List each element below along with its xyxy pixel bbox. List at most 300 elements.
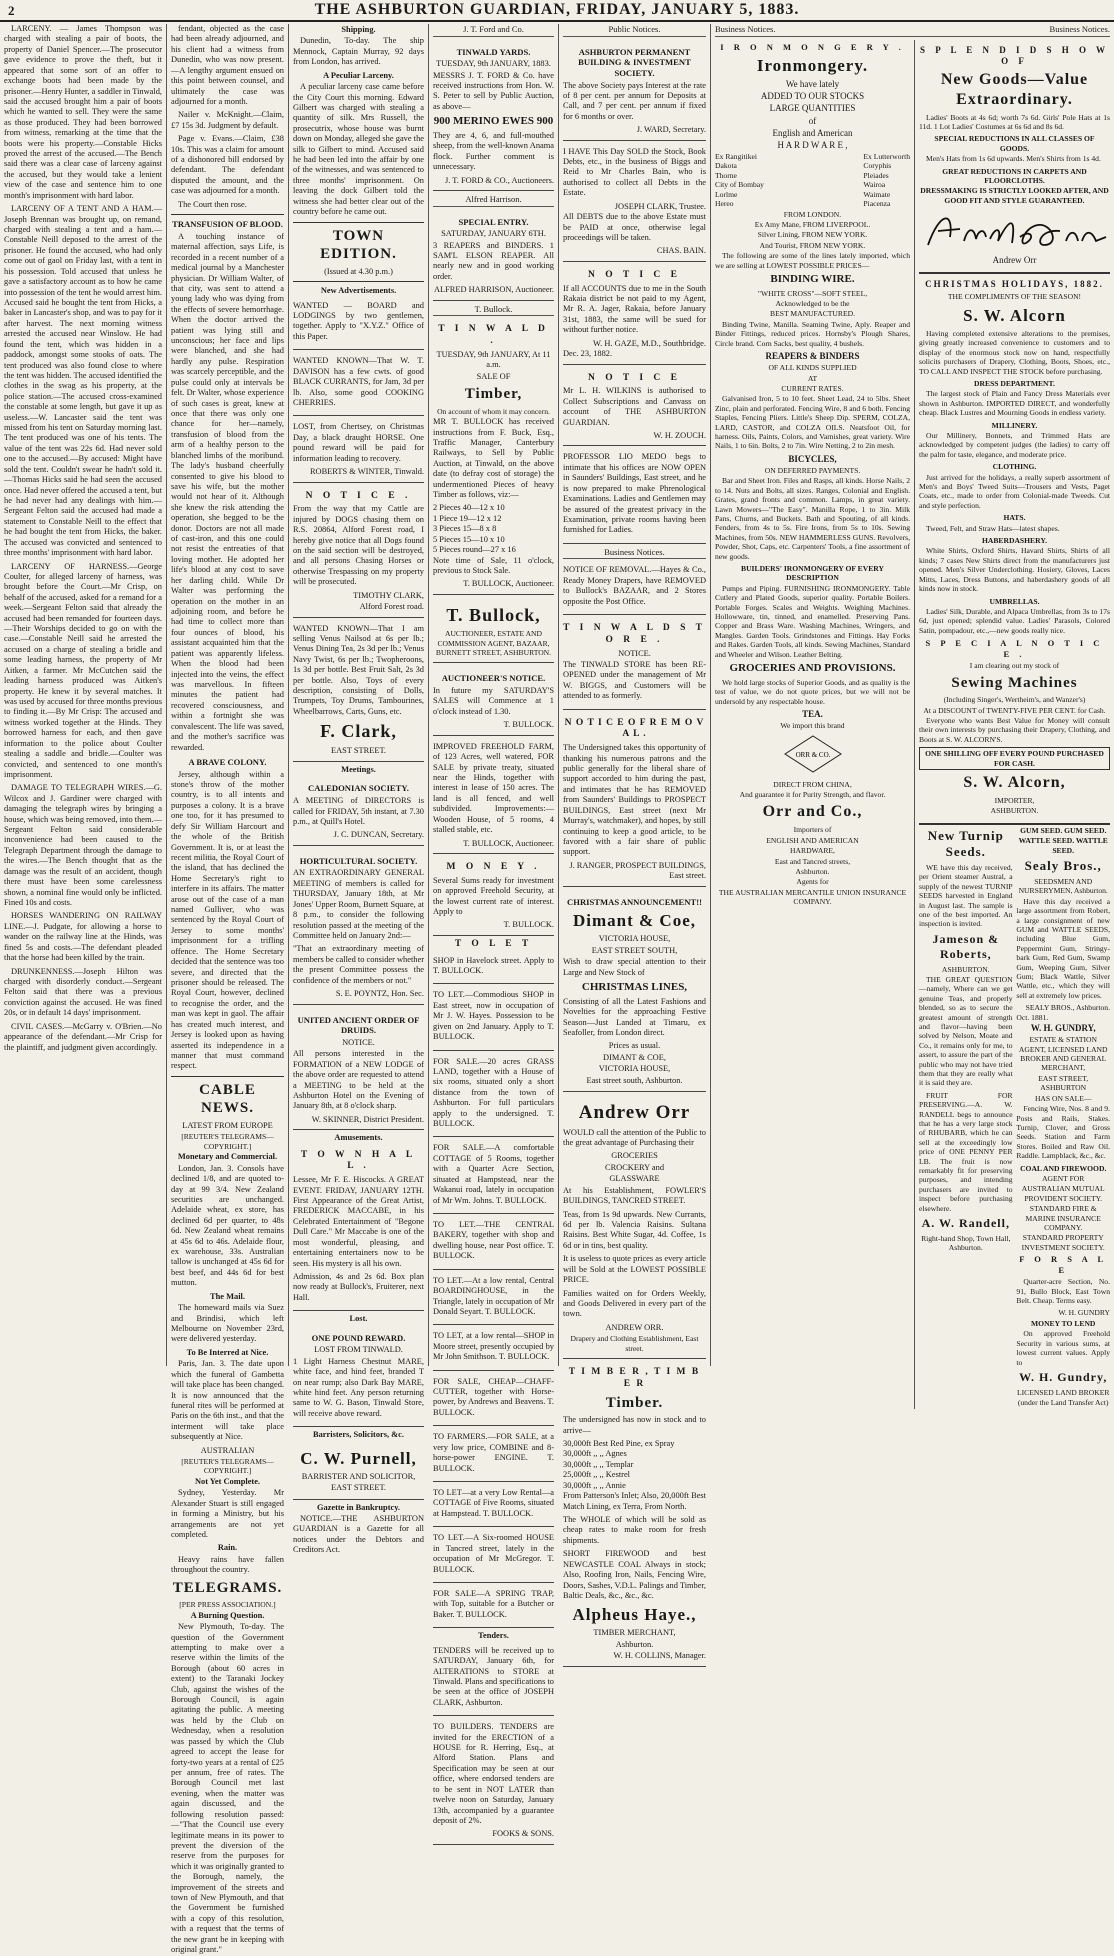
list-item: Hereo [715,199,734,209]
ad-subheading: ASHBURTON. [941,964,990,974]
ad-text: The largest stock of Plain and Fancy Dress Materials ever shown in Ashburton. IMPORTED DIRECT, and wonderfully cheap. Black Lustres and Mourning Goods in endless variety. [919,389,1110,418]
ad-subheading: IMPORTER, [994,795,1035,805]
column-header: T. Bullock. [433,304,554,317]
column-4 [428,24,558,1839]
ad-subheading: LOST FROM TINWALD. [314,1345,403,1355]
ad-subheading: ENGLISH AND AMERICAN [766,835,859,845]
column-1 [0,24,166,1366]
ad-heading: New Goods—Value Extraordinary. [940,70,1089,108]
advertisement [433,1374,554,1427]
article-text: Page v. Evans.—Claim, £38 10s. This was a claim for amount of a dishonored bill endorsed by defendant. The defendant disputed the amount, and the case was adjourned for a month. [171,134,284,196]
ad-text: Consisting of all the Latest Fashions and Novelties for the approaching Festive Season—Just Landed at Timaru, ex Seafoller, from London direct. [563,996,706,1037]
ad-heading: CHRISTMAS HOLIDAYS, 1882. [925,279,1104,290]
ad-signature: T. BULLOCK, Auctioneer. [463,579,554,589]
advertisement [563,713,706,887]
ad-heading: AUCTIONEER'S NOTICE. [441,673,546,684]
ad-text: Everyone who wants Best Value for Money will consult their own interests by purchasing their Drapery, Clothing, and Boots at S. W. ALCORN'S. [919,716,1110,744]
ad-subheading: I am clearing out my stock of [969,661,1060,671]
section-heading-barristers: Barristers, Solicitors, &c. [313,1430,404,1440]
ad-subheading: TUESDAY, 9th JANUARY, At 11 a.m. [436,349,551,370]
ad-text: The Undersigned takes this opportunity of thanking his numerous patrons and the public generally for the liberal share of support accorded to him during the past, and intimates that he has REMOVED from Saunders' Buildings to PROSPECT BUILDINGS, East street (next Mr Murray's, watchmaker), and hopes, by still continuing to keep a good article, to be favored with a fair share of public support. [563,743,706,857]
signature-icon [920,207,1110,253]
ad-subheading: And Tourist, FROM NEW YORK. [759,240,866,250]
ad-signature: J. C. DUNCAN, Secretary. [333,830,424,840]
ad-heading: CALEDONIAN SOCIETY. [308,783,409,794]
ship-list-right [863,152,910,208]
ad-text: 1 Light Harness Chestnut MARE, white face, and hind feet, branded T on near rump; also Dark Bay MARE, white hind feet. Any person returning same to W. G. Bason, Tinwald Store, will receive above reward. [293,1356,424,1418]
column-6 [710,24,1114,1408]
ad-subheading: Prices as usual. [608,1041,661,1051]
ad-subheading: Acknowledged to be the [775,298,850,308]
ad-subheading: (Including Singer's, Wertheim's, and Wanzer's) [943,695,1086,705]
ad-subheading: HAS ON SALE— [1034,1093,1092,1103]
article-text: fendant, objected as the case had been already adjourned, and his client had a witness from Dunedin, who was now present.—A lengthy argument ensued on this point between counsel, and ultimately the case was adjourned for a month. [171,24,284,106]
ad-signature: ALFRED HARRISON, Auctioneer. [433,285,554,295]
ad-subheading: AGENT FOR [1042,1173,1085,1183]
list-item: 30,000ft ,, ,, Annie [563,1480,626,1490]
ad-signature: TIMOTHY CLARK, [353,590,424,600]
article-drunkenness: DRUNKENNESS.—Joseph Hilton was charged with disorderly conduct.—Sergeant Felton said that there was a previous conviction against the accused. He was fined 20s, or in default 14 days' imprisonment. [4,966,162,1018]
alcorn-column [915,40,1110,1409]
ad-text: At his Establishment, FOWLER'S BUILDINGS, TANCRED STREET. [563,1185,706,1206]
advertisement [433,739,554,854]
ad-subheading: On account of whom it may concern. [437,406,550,416]
ad-signature: W. H. COLLINS, Manager. [613,1651,706,1661]
ad-subheading: Drapery and Clothing Establishment, East street. [570,1334,699,1353]
advertisement [563,618,706,710]
ad-heading: S P L E N D I D S H O W O F [919,44,1110,66]
list-item: 30,000ft Best Red Pine, ex Spray [563,1439,675,1449]
ad-text: TO LET.—At a low rental, Central BOARDINGHOUSE, in the Triangle, lately in occupation of Mr Donald Seyart. T. BULLOCK. [433,1275,554,1316]
ad-signature: T. BULLOCK. [503,920,554,930]
list-item: Ex Lutterworth [863,152,910,162]
ad-text: FRUIT FOR PRESERVING.—A. W. RANDELL begs to announce that he has a very large stock of RHUBARB, which he can sell at the exceedingly low price of ONE PENNY PER LB. The fruit is now remarkably fit for preserving purposes, and intending purchasers are invited to inspect before purchasing elsewhere. [919,1090,1013,1213]
ad-heading: T O L E T [454,938,533,949]
ad-heading: BUILDERS' IRONMONGERY OF EVERY DESCRIPTION [741,564,884,583]
tea-logo-text: ORR & CO. [795,750,830,759]
advertisement [433,1328,554,1370]
ad-signature: T. BULLOCK, Auctioneer. [463,838,554,848]
list-item: 30,000ft ,, ,, Agnes [563,1449,627,1459]
ad-heading: S P E C I A L N O T I C E . [925,638,1104,659]
list-item: 5 Pieces round—27 x 16 [433,545,516,555]
ad-subheading: ASHBURTON. [990,806,1039,816]
ad-subheading: EAST STREET. [330,1483,387,1493]
ad-text: TO BUILDERS. TENDERS are invited for the ERECTION of a HOUSE for R. Herring, Esq., at Alford Station. Plans and Specification may be seen at our office, where endorsed tenders are to be sent in NOT LATER than twelve noon on Saturday, January 13th, accompanied by a guarantee deposit of 2%. [433,1722,554,1825]
ad-text: LOST, from Chertsey, on Christmas Day, a black draught HORSE. One pound reward will be paid for information leading to recovery. [293,422,424,463]
ad-signature: Alford Forest road. [359,602,424,612]
ad-heading: T I N W A L D S T O R E . [563,623,706,645]
ad-subheading: East street south, Ashburton. [586,1075,683,1085]
lower-ads [919,825,1110,1409]
ad-subheading: AUCTIONEER, ESTATE AND COMMISSION AGENT, BAZAAR, BURNETT STREET, ASHBURTON. [435,629,552,657]
ad-text: Binding Twine, Manilla. Seaming Twine, Aply. Reaper and Binder Fittings, reduced prices. Hornsby's Plough Shares, Circle brand. Corn Sacks, best quality, 4 bushels. [715,319,910,348]
advertisement [433,1273,554,1326]
ad-text: Bar and Sheet Iron. Files and Rasps, all kinds. Horse Nails, 2 to 14. Nuts and Bolts, all sizes. Ranges, Colonial and English. Grates, grand fronts and common. Lamps, in great variety. Lawn Mowers—"The Easy". Manilla Rope, 1 to 3in. Milk Pans, Churns, and Buckets. Bath and Spouting, of all kinds. Fenders, from 4s to 5s. Fire Irons, from 5s to 10s. Sewing Machines, from 50s. NEW HAMMERLESS GUNS. Revolvers, Powder, Shot, Caps, etc. Carpenters' Tools, a fine assortment of new goods. [715,476,910,561]
list-item: Piacenza [863,199,891,209]
advertisement [433,1429,554,1482]
ad-text: White Shirts, Oxford Shirts, Havard Shirts, Shirts of all kinds; 7 cases New Shirts direct from the manufacturers just opened. Men's Silver Underclothing. Hosiery, Gloves, Laces Mitts, Laces, Dress Buttons, and haberdashery goods of all kinds now in stock. [919,546,1110,594]
ad-signature: J. RANGER, PROSPECT BUILDINGS, East street. [569,860,706,881]
ad-date: Oct. 1881. [1016,1012,1049,1022]
advertisement [563,40,706,141]
advertisement [433,1217,554,1270]
section-heading-tenders: Tenders. [478,1631,509,1641]
ship-list-left [715,152,764,208]
column-2 [166,24,288,1955]
ad-subheading: CLOTHING. [992,462,1037,472]
ad-heading: T. Bullock, [446,604,541,625]
ad-subheading: Ashburton. [615,1639,654,1649]
ad-heading: N O T I C E [587,372,681,383]
ad-heading: N O T I C E . [305,490,412,501]
list-item: Thorne [715,170,737,180]
advertisement [293,1008,424,1131]
ad-text: FOR SALE, CHEAP—CHAFF-CUTTER, together with Horse-power, by Andrews and Beavens. T. BULLOCK. [433,1376,554,1417]
ad-text: MESSRS J. T. FORD & Co. have received instructions from Hon. W. S. Peter to sell by Public Auction, as above— [433,70,554,111]
ad-heading: F O R S A L E [1019,1254,1108,1275]
ad-text: SHOP in Havelock street. Apply to T. BULLOCK. [433,955,554,975]
ad-heading: TEA. [802,708,823,719]
ad-text: On approved Freehold Security in various sums, at lowest current values. Apply to [1016,1329,1110,1367]
ad-subheading: EAST STREET. [330,745,387,755]
ad-heading: N O T I C E O F R E M O V A L . [564,717,705,740]
article-heading: A BRAVE COLONY. [188,756,267,767]
ad-subheading: ANDREW ORR. [605,1322,664,1332]
ad-subheading: Right-hand Shop, Town Hall, Ashburton. [921,1233,1011,1253]
list-item: Coryphis [863,161,892,171]
ad-signature: W. SKINNER, District President. [311,1114,424,1124]
orr-ironmongery-column [715,40,915,1409]
ad-text: It is useless to quote prices as every article will be Sold at the LOWEST POSSIBLE PRICE. [563,1254,706,1285]
ad-subheading: (under the Land Transfer Act) [1017,1398,1109,1408]
ad-subheading: "WHITE CROSS"—SOFT STEEL, [757,288,868,298]
ad-text: WANTED KNOWN—That I am selling Venus Nailsod at 6s per lb.; Venus Dining Tea, 2s 3d per lb.; Venus Navy Twist, 6s per lb.; Twopheroons, 1s 3d per bottle. Best Fruit Salt, 2s 3d per bottle. Also, Toys of every description, consisting of Dolls, Trumpets, Toy Drums, Tambourines, Wheelbarrows, Carts, Guns, etc. [293,623,424,716]
section-heading-telegrams: TELEGRAMS. [172,1579,283,1596]
section-heading-lost: Lost. [349,1314,368,1324]
list-item: 2 Pieces 40—12 x 10 [433,503,505,513]
ad-heading: W. H. Gundry, [1019,1369,1108,1384]
ad-text: All persons interested in the FORMATION of a NEW LODGE of the above order are requested to attend a MEETING to be held at the Ashburton Hotel on the Evening of January 8th, at 8 o'clock sharp. [293,1049,424,1111]
advertisement [293,486,424,618]
article-text: The homeward mails via Suez and Brindisi, which left Melbourne on November 23rd, were delivered yesterday. [171,1303,284,1344]
ad-text: The WHOLE of which will be sold as cheap rates to make room for fresh shipments. [563,1514,706,1545]
ad-subheading: East and Tancred streets, [774,856,851,866]
subheading: The Mail. [210,1291,245,1301]
divider [293,222,424,223]
ad-heading: Andrew Orr [578,1102,691,1124]
subheading: Monetary and Commercial. [177,1152,278,1162]
list-item: Waimate [863,189,891,199]
ad-heading: BINDING WIRE. [770,272,855,285]
subheading: Shipping. [341,25,376,34]
advertisement [433,1485,554,1527]
ad-heading: T I M B E R , T I M B E R [568,1367,701,1389]
ad-text: Ladies' Boots at 4s 6d; worth 7s 6d. Girls' Pole Hats at 1s 11d. 1 Lot Ladies' Costumes at 6s 6d and 8s 6d. [919,112,1110,131]
article-telegraph-wires: DAMAGE TO TELEGRAPH WIRES.—G. Wilcox and J. Gardiner were charged with damaging the telegraph wires by bringing a house, which was being removed, into them.—Sergeant Felton said considerable inconvenience had been caused to the Telegraph Department through the damage to the wires.—The Bench thought that as the damage was the result of an accident, though there must have been some carelessness shown, a nominal fine would only be inflicted. Fined 10s and costs. [4,783,162,908]
ad-subheading: EAST STREET, ASHBURTON [1038,1073,1089,1093]
ad-text: SHORT FIREWOOD and best NEWCASTLE COAL Always in stock; Also, Roofing Iron, Nails, Fencing Wire, Doors, Sashes, V.D.L. Palings and Timber, Baltic Deals, &c., &c., &c. [563,1549,706,1600]
ad-text: Galvanised Iron, 5 to 10 feet. Sheet Lead, 24 to 5lbs. Sheet Zinc, plain and perforated. Fencing Wire, 8 and 6 both. Fencing Staples, Fencing Pliers. Little's Sheep Dip. SPERM, COLZA, LARD, CASTOR, and COLZA OILS. Neatsfoot Oil, for harness. Oils, Paints, Colors, and Varnishes, great variety. Wire Nails, 1 to 6in. Bolts, 2 to 7in. Wire Netting, 2 to 2in mesh. [715,394,910,451]
lower-ads-left [919,825,1013,1254]
ad-text: I HAVE This Day SOLD the Stock, Book Debts, etc., in the business of Biggs and Reid to Mr Charles Bain, who is authorised to collect all Debts in the Estate. [563,146,706,198]
ad-text: WANTED — BOARD and LODGINGS by two gentlemen, together. Apply to "X.Y.Z." Office of this Paper. [293,300,424,341]
subheading: AUSTRALIAN [200,1445,255,1455]
column-header: J. T. Ford and Co. [433,24,554,37]
advertisement [433,210,554,301]
advertisement [433,1719,554,1845]
ad-heading: F. Clark, [320,721,397,742]
ad-subheading: STANDARD PROPERTY INVESTMENT SOCIETY. [1021,1233,1105,1252]
ad-text: Ladies' Silk, Durable, and Alpaca Umbrellas, from 3s to 17s 6d, just opened; splendid value. Ladies' Parasols, Colored Satin, pompadour, etc.,—new goods really nice. [919,606,1110,635]
divider [293,281,424,282]
ad-heading: WATTLE SEED. WATTLE SEED. [1018,836,1108,855]
ad-subheading: LICENSED LAND BROKER [1017,1387,1110,1397]
advertisement [293,1442,424,1500]
ad-text: FOR SALE.—20 acres GRASS LAND, together with a House of six rooms, situated only a short distance from the town of Ashburton. For full particulars apply to the undersigned. T. BULLOCK. [433,1056,554,1129]
ad-subheading: SALE OF [476,371,511,381]
ad-text: NOTICE.—THE ASHBURTON GUARDIAN is a Gazette for all notices under the Debtors and Creditors Act. [293,1514,424,1555]
ad-subheading: AT [807,373,818,383]
article-text: London, Jan. 3. Consols have declined 1/8, and are quoted to-day at 99 3/4. New Zealand securities are unchanged. Adelaide wheat, ex store, has declined 6d per quarter, to 48s 6d. New Zealand wheat remains at 45s 6d to 46s. Adelaide flour, ex warehouse, 33s. Australian tallow is unchanged at 45s 6d for best beef, and 44s 6d for best mutton. [171,1163,284,1288]
subheading: LATEST FROM EUROPE [182,1121,273,1130]
subheading: A Peculiar Larceny. [323,70,394,80]
ad-date: Dec. 23, 1882. [563,349,613,359]
ad-heading: S. W. Alcorn [963,305,1066,325]
ad-heading: ASHBURTON PERMANENT BUILDING & INVESTMENT SOCIETY. [578,46,691,78]
ad-text: They are 4, 6, and full-mouthed sheep, from the well-known Anama flock. Further comment is unnecessary. [433,130,554,172]
ad-heading: CHRISTMAS ANNOUNCEMENT!! [567,896,702,907]
list-item: 30,000ft ,, ,, Templar [563,1459,634,1469]
ad-text: TENDERS will be received up to SATURDAY, January 6th, for ALTERATIONS to STORE at Tinwald. Plans and specifications to be seen at the office of JOSEPH CLARK, Ashburton. [433,1645,554,1707]
ad-heading: GROCERIES AND PROVISIONS. [729,662,896,675]
advertisement [919,40,1110,275]
ad-text: From Patterson's Inlet; Also, 20,000ft Best Match Lining, ex Terra, From North. [563,1491,706,1511]
column-header-right: Business Notices. [1049,24,1110,34]
signature-text: Andrew Orr [992,255,1037,266]
ad-subheading: CURRENT RATES. [781,383,844,393]
ad-subheading: We have lately [785,79,840,90]
ad-subheading: Ex Amy Mane, FROM LIVERPOOL. [754,219,871,229]
ad-subheading: ADDED TO OUR STOCKS [760,91,865,102]
ad-text: TO LET.—THE CENTRAL BAKERY, together with shop and dwelling house, near Post office. T. BULLOCK. [433,1220,554,1261]
ad-text: Admission, 4s and 2s 6d. Box plan now ready at Bullock's, Fruiterer, next Hall. [293,1271,424,1302]
advertisement [293,776,424,845]
ad-signature: SEALY BROS., Ashburton. [1025,1003,1110,1013]
ad-subheading: Importers of [793,825,832,835]
andrew-orr-signature [919,207,1110,266]
ad-heading: SPECIAL ENTRY. [458,216,529,227]
ad-text: Men's Hats from 1s 6d upwards. Men's Shirts from 1s 4d. [926,154,1101,164]
list-item: 5 Pieces 15—10 x 10 [433,534,505,544]
advertisement [293,298,424,351]
ad-heading: UNITED ANCIENT ORDER OF DRUIDS. [297,1014,420,1036]
ad-signature: J. WARD, Secretary. [636,125,706,135]
advertisement [433,857,554,936]
ad-subheading: Ashburton. [795,866,830,876]
ad-subheading: STANDARD FIRE & MARINE INSURANCE COMPANY. [1025,1204,1101,1232]
ad-text: Pumps and Piping. FURNISHING IRONMONGERY. Table Cutlery and Plated Goods, superior quality. Portable Boilers. Portable Forges. Scales and Weights. Weighing Machines. Hollowware, tin, tinned, and enamelled. Preserving Pans. Copper and Brass Ware. Washing Machines, Wringers, and Mangles. Garden Tools. Grindstones and Fittings. Hay Forks and Rakes. Garden Tools, all kinds. Sewing Machines, Standard and Wheeler and Wilson. Leather Belting. [715,583,910,659]
ad-heading: Dimant & Coe, [572,911,696,931]
ad-subheading: HARDWARE, [790,846,835,856]
ad-text: In future my SATURDAY'S SALES will Commence at 1 o'clock instead of 1.30. [433,686,554,716]
article-text: Jersey, although within a stone's throw of the mother country, is to all intents and purposes a colony. It is a brave one too, for it has presumed to defy Sir William Harcourt and the whole of the British Government. It is, or at least the recent militia, the Royal Court of the island, that has declined the Home Secretary's right to interfere in its affairs. The matter arose out of the case of a man named Gulliver, who was sentenced by the Royal Court of Jersey to some months' imprisonment for a trifling offence. The Home Secretary decided that the sentence was too severe, and directed that the prisoner should be released. The Royal Court, however, declined to recognise the order, and the man was kept in gaol. The affair has created much interest, and Jersey is looked upon as having asserted its independence in a manner that must command respect. [171,769,284,1071]
subheading: Rain. [217,1543,238,1553]
advertisement [293,849,424,1005]
list-item: Lorlme [715,189,738,199]
advertisement [433,1140,554,1214]
ad-text: TO FARMERS.—FOR SALE, at a very low price, COMBINE and 8-horse-power ENGINE. T. BULLOCK. [433,1432,554,1473]
ad-signature: W. H. ZOUCH. [653,431,706,440]
ad-text: A MEETING of DIRECTORS is called for FRIDAY, 5th instant, at 7.30 p.m., at Quill's Hotel. [293,796,424,826]
ad-heading: Jameson & Roberts, [932,931,1000,961]
advertisement [433,987,554,1050]
page-number: 2 [8,3,16,18]
subheading: Not Yet Complete. [194,1476,261,1486]
article-text: Nailer v. McKnight.—Claim, £7 15s 3d. Judgment by default. [171,110,284,130]
ad-subheading: VICTORIA HOUSE, [598,934,671,944]
ad-subheading: GREAT REDUCTIONS IN CARPETS AND FLOORCLOTHS. [942,166,1087,185]
ad-heading: A. W. Randell, [921,1216,1010,1231]
diamond-logo-icon [783,734,843,774]
ad-text: WE have this day received, per Orient steamer Austral, a supply of the newest TURNIP SEEDS harvested in England in August last. The sample is one of the best imported. An inspection is invited. [919,862,1013,929]
ad-text: Note time of Sale, 11 o'clock, previous to Stock Sale. [433,555,554,575]
ad-subheading: English and American [772,127,853,138]
ad-heading: Timber. [605,1394,664,1411]
ad-heading: GUM SEED. GUM SEED. [1020,825,1107,835]
article-heading: TRANSFUSION OF BLOOD. [172,219,283,230]
ad-subheading: SEEDSMEN AND NURSERYMEN, Ashburton. [1018,877,1108,896]
ad-subheading: Agents for [796,877,829,887]
ad-signature: FOOKS & SONS. [492,1829,554,1839]
ad-text: THE GREAT QUESTION—namely, Where can we get genuine Teas, and properly blended, so as to secure the greatest amount of strength and flavor—having been solved by Nelson, Moate and Co., it remains only for me, to assert, to assure the part of the public who may not have tried them that they are really what it is said they are. [919,974,1013,1088]
newspaper-title: THE ASHBURTON GUARDIAN, FRIDAY, JANUARY 5, 1883. [314,1,800,18]
ad-subheading: HATS. [1003,513,1026,523]
ad-text: Wish to draw special attention to their Large and New Stock of [563,957,706,977]
subheading: [REUTER'S TELEGRAMS—COPYRIGHT.] [181,1457,274,1476]
ad-text: Just arrived for the holidays, a really superb assortment of Men's and Boys' Tweed Suits—Trousers and Vests, Paget Coats, etc., made to order from Colonial-made Tweeds. Cut and style perfection. [919,472,1110,510]
ad-subheading: Silver Lining, FROM NEW YORK. [757,230,868,240]
divider [171,214,284,215]
ad-text: Lessee, Mr F. E. Hiscocks. A GREAT EVENT. FRIDAY, JANUARY 12TH. First Appearance of the Great Artist, FREDERICK MACCABE, in his Celebrated Entertainment of "Begone Dull Care." Mr Maccabe is one of the most wonderful, pleasing, and entertaining entertainers now to be seen. His mystery is all his own. [293,1175,424,1268]
ad-signature: W. H. GUNDRY [1058,1308,1110,1318]
timber-stock-list [563,1439,706,1491]
ad-heading: TINWALD YARDS. [456,46,531,57]
ad-subheading: TUESDAY, 9th JANUARY, 1883. [436,59,551,69]
section-heading-gazette: Gazette in Bankruptcy. [316,1502,401,1512]
ad-signature: ROBERTS & WINTER, Tinwald. [309,467,424,477]
advertisement [433,598,554,664]
advertisement [433,953,554,985]
list-item: City of Bombay [715,180,764,190]
advertisement [433,319,554,595]
ad-heading: Alpheus Haye., [572,1605,697,1625]
ad-subheading: OF ALL KINDS SUPPLIED [768,363,857,373]
ad-heading: W. H. GUNDRY, [1030,1023,1096,1034]
ad-text: TO LET—at a very Low Rental—a COTTAGE of Five Rooms, situated at Hampstead. T. BULLOCK. [433,1488,554,1518]
ad-signature: CHAS. BAIN. [656,246,706,256]
column-header [715,24,1110,37]
ad-text: Quarter-acre Section, No. 91, Bullo Block, East Town Belt. Cheap. Terms easy. [1016,1277,1110,1306]
ad-subheading: LARGE QUANTITIES [769,103,856,114]
ad-text: FOR SALE.—A comfortable COTTAGE of 5 Rooms, together with a Quarter Acre Section, situated at Hampstead, near the Wakanui road, lately in occupation of Mr Wm. Johns. T. BULLOCK. [433,1143,554,1205]
article-text: New Plymouth, To-day. The question of the Government attempting to make over a reserve within the limits of the Borough (about 60 acres in extent) to the Taranaki Jockey Club, against the wishes of the Borough Council, is again agitating the public. A meeting was held by the Club on Wednesday, when a resolution was passed by which the Club agreed to accept the lease for forty-two years at a rental of £25 per annum, free of rates. The Borough Council met last evening, when the matter was again discussed, and the following resolution passed:—"That the Council use every legitimate means in its power to prevent the diversion of the reserve from the purposes for which it was originally granted to the Borough, namely, the improvement of the streets and town of New Plymouth, and that the Government be furnished with a copy of this resolution, with a request that the terms of the new grant be in keeping with original grant." [171,1622,284,1955]
advertisement [293,1326,424,1428]
column-header: Alfred Harrison. [433,194,554,207]
ad-heading: Timber, [464,386,523,403]
ad-subheading: FROM LONDON. [783,209,842,219]
ad-text: 3 REAPERS and BINDERS. 1 SAM'L ELSON REAPER. All nearly new and in good working order. [433,240,554,281]
ad-subheading: H A R D W A R E , [777,139,848,150]
ad-text: TO LET, at a low rental—SHOP in Moore street, presently occupied by Mr John Smithson. T. BULLOCK. [433,1331,554,1362]
article-horses-railway: HORSES WANDERING ON RAILWAY LINE.—J. Pudgate, for allowing a horse to wander on the railway line at the Hinds, was fined 5s and costs.—The defendant pleaded that the horse had been killed by the train. [4,911,162,963]
ad-heading: M O N E Y . [446,861,541,872]
list-item: 1 Piece 19—12 x 12 [433,513,502,523]
advertisement [433,1530,554,1583]
advertisement [919,274,1110,824]
ad-subheading: COAL AND FIREWOOD. [1020,1163,1107,1173]
subheading: A Burning Question. [190,1610,265,1620]
ad-signature: JOSEPH CLARK, Trustee. [614,201,706,211]
divider [171,1076,284,1077]
ad-subheading: THE AUSTRALIAN MERCANTILE UNION INSURANCE COMPANY. [718,887,907,907]
ad-text: The undersigned has now in stock and to arrive— [563,1415,706,1435]
section-heading-cable-news: CABLE NEWS. [199,1081,256,1117]
ad-subheading: TIMBER MERCHANT, [593,1628,676,1638]
ad-subheading: BARRISTER AND SOLICITOR, [301,1471,416,1481]
subheading: New Advertisements. [320,286,397,296]
ad-signature: W. H. GAZE, M.D., Southbridge. [593,338,706,348]
advertisement [563,449,706,543]
article-text: A touching instance of maternal affection, says Life, is recorded in a recent number of a medical journal by a Manchester physician. Dr William Walter, of that city, was sent to attend a young lady who was dying from the effects of severe hemorrhage. When the doctor arrived the patient was lying still and unconscious; her face and lips were blanched, and she had hardly any pulse. Respiration was scarcely perceptible, and the pulse could only at intervals be felt. Dr Walter, whose experience of such cases is great, knew at once that there was only one chance for her—namely, transfusion of blood from the arm of a healthy person to the blanched limbs of the moribund. The lady's husband cheerfully consented to give his blood to save his wife, but the mother would not hear of it. Although she knew the risk attending the operation, she begged to be the donor. Doctors are not all made of cast-iron, and this one could not resist the entreaties of that loving mother. He adopted her life's blood at any cost to save her darling child. While Dr Walter was performing the operation on the mother in an adjoining room, and before he had time to collect more than four ounces of blood, his assistant acquainted him that the patient was apparently lifeless. When the blood had been injected into the veins, the effect was marvellous. In fifteen minutes the patient had recovered consciousness, and within a fortnight she was convalescent. The life was saved, and the mother's sacrifice was rewarded. [171,231,284,752]
ad-subheading: THE COMPLIMENTS OF THE SEASON! [947,292,1082,302]
ad-signature: J. T. FORD & CO., Auctioneers. [444,175,554,185]
list-item: Pleiades [863,170,889,180]
ad-heading: N O T I C E [587,269,681,280]
ad-heading: T O W N H A L L . [300,1149,417,1172]
ad-text: NOTICE OF REMOVAL.—Hayes & Co., Ready Money Drapers, have REMOVED to Bullock's BAZAAR, and 2 Stores opposite the Post Office. [563,565,706,606]
ad-subheading: And guarantee it for Purity Strength, and flavor. [739,790,886,800]
ad-heading: ONE POUND REWARD. [311,1332,406,1343]
masthead [0,0,1114,22]
article-text: Heavy rains have fallen throughout the country. [171,1554,284,1575]
column-5 [558,24,710,1661]
ad-heading: BICYCLES, [788,453,837,464]
timber-list [433,503,554,555]
ad-text: AN EXTRAORDINARY GENERAL MEETING of members is called for THURSDAY, January 18th, at Mr Jones' Upper Room, Burnett Square, at 8 p.m., to consider the following resolution passed at the meeting of the Committee held on January 2nd:— [293,868,424,940]
ad-subheading: DRESS DEPARTMENT. [974,378,1055,388]
ad-heading: Sealy Bros., [1024,857,1102,873]
article-text: Dunedin, To-day. The ship Mennock, Captain Murray, 92 days from London, has arrived. [293,36,424,67]
ad-text: Our Millinery, Bonnets, and Trimmed Hats are acknowledged by competent judges (the ladies) to carry off the palm for taste, elegance, and moderate price. [919,431,1110,459]
ad-heading: MONEY TO LEND [1031,1318,1096,1328]
ad-text: WOULD call the attention of the Public to the great advantage of Purchasing their [563,1127,706,1148]
advertisement [433,40,554,192]
ad-text: Tweed, Felt, and Straw Hats—latest shapes. [926,523,1060,533]
advertisement [433,1054,554,1138]
advertisement [563,265,706,365]
subheading: [REUTER'S TELEGRAMS—COPYRIGHT.] [181,1132,274,1151]
list-item: Dakota [715,161,737,171]
column-header-left: Business Notices. [715,24,776,34]
advertisement [293,1145,424,1312]
ad-subheading: At a DISCOUNT of TWENTY-FIVE PER CENT. for Cash. [923,705,1106,715]
ad-subheading: VICTORIA HOUSE, [598,1064,671,1074]
ad-text: TO LET.—Commodious SHOP in East street, now in occupation of Mr J. W. Hayes. Possession to be given on 2nd January. Apply to T. BULLOCK. [433,990,554,1042]
ad-text: The following are some of the lines lately imported, which we are selling at LOWEST POSSIBLE PRICES— [715,251,910,270]
subheading: To Be Interred at Nice. [186,1347,269,1357]
ad-subheading: DRESSMAKING IS STRICTLY LOOKED AFTER, AND GOOD FIT AND STYLE GUARANTEED. [920,186,1109,205]
